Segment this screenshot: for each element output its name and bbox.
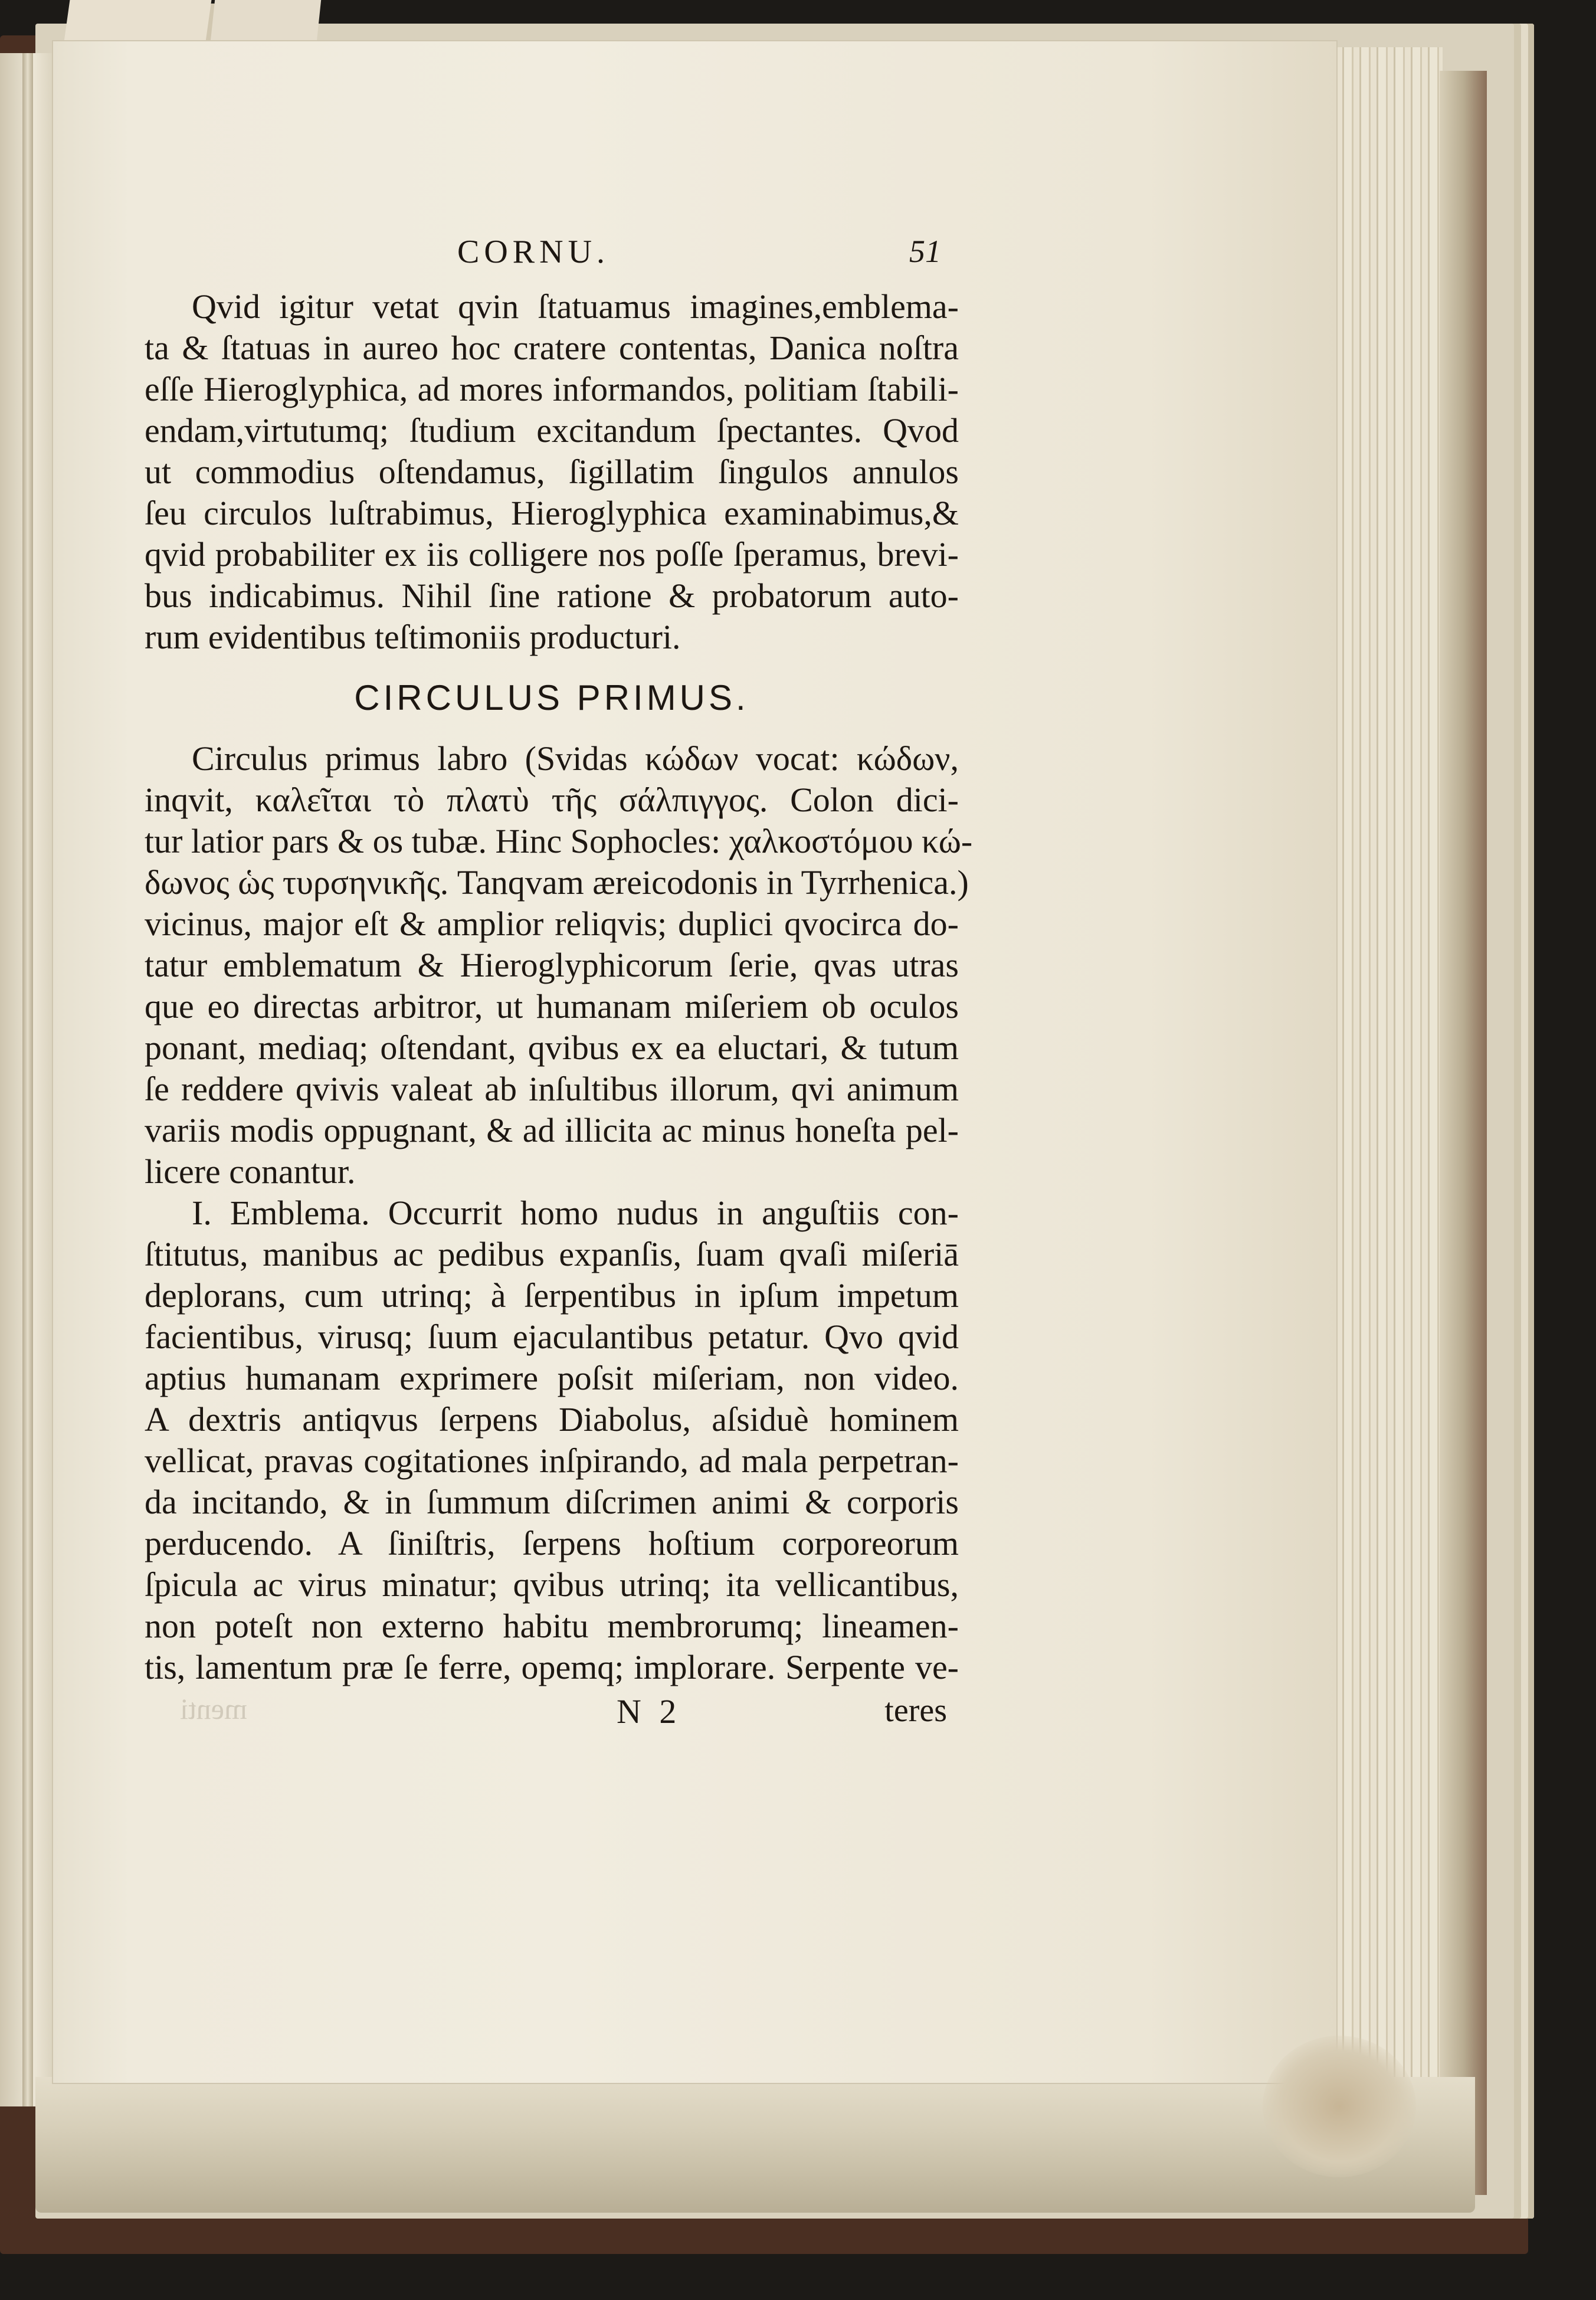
water-stain [1263, 2036, 1416, 2177]
page-fore-edge [1336, 47, 1443, 2112]
paragraph [145, 738, 973, 1192]
paragraph [145, 1192, 959, 1688]
text-line: qvid probabiliter ex iis colligere nos poſſe ſperamus, brevi- [145, 535, 959, 574]
page-number: 51 [909, 234, 941, 269]
text-line: Circulus primus labro (Svidas κώδων vocat: κώδων, [192, 739, 959, 778]
text-line: endam,virtutumq; ſtudium excitandum ſpectantes. Qvod [145, 411, 959, 450]
text-line: inqvit, καλεῖται τὸ πλατὺ τῆς σάλπιγγος. Colon dici- [145, 781, 959, 819]
text-line: facientibus, virusq; ſuum ejaculantibus petatur. Qvo qvid [145, 1318, 959, 1356]
text-line: bus indicabimus. Nihil ſine ratione & probatorum auto- [145, 576, 959, 615]
running-title: CORNU. [457, 234, 610, 270]
text-line: vicinus, major eſt & amplior reliqvis; duplici qvocirca do- [145, 905, 959, 943]
text-line: tatur emblematum & Hieroglyphicorum ſerie, qvas utras [145, 946, 959, 984]
text-line: rum evidentibus teſtimoniis producturi. [145, 618, 681, 656]
binding-edge [1440, 71, 1487, 2195]
page-stack-bottom [35, 2077, 1475, 2213]
section-title: CIRCULUS PRIMUS. [354, 678, 749, 717]
paragraph [145, 286, 959, 658]
catchword: teres [884, 1692, 947, 1729]
text-line: Qvid igitur vetat qvin ſtatuamus imagines,emblema- [192, 287, 959, 326]
running-head [145, 233, 959, 286]
text-line: ſeu circulos luſtrabimus, Hieroglyphica examinabimus,& [145, 494, 959, 532]
text-line: tis, lamentum præ ſe ferre, opemq; implorare. Serpente ve- [145, 1648, 959, 1686]
text-line: A dextris antiqvus ſerpens Diabolus, aſsiduè hominem [145, 1400, 959, 1439]
text-line: que eo directas arbitror, ut humanam miſeriem ob oculos [145, 987, 959, 1026]
text-line: δωνος ὡς τυρσηνικῆς. Tanqvam æreicodonis in Tyrrhenica.) [145, 863, 969, 902]
text-line: variis modis oppugnant, & ad illicita ac minus honeſta pel- [145, 1111, 959, 1149]
text-line: aptius humanam exprimere poſsit miſeriam, non video. [145, 1359, 959, 1397]
bleed-through-text: menti [180, 1692, 247, 1725]
text-line: ſpicula ac virus minatur; qvibus utrinq; ita vellicantibus, [145, 1565, 959, 1604]
text-block [145, 233, 973, 1739]
text-line: eſſe Hieroglyphica, ad mores informandos, politiam ſtabili- [145, 370, 959, 408]
text-line: non poteſt non externo habitu membrorumq; lineamen- [145, 1607, 959, 1645]
text-line: perducendo. A ſiniſtris, ſerpens hoſtium corporeorum [145, 1524, 959, 1562]
text-line: ut commodius oſtendamus, ſigillatim ſingulos annulos [145, 453, 959, 491]
text-line: ta & ſtatuas in aureo hoc cratere contentas, Danica noſtra [145, 329, 959, 367]
torn-paper-strip [210, 0, 321, 47]
book-gutter [22, 53, 33, 2106]
text-line: vellicat, pravas cogitationes inſpirando, ad mala perpetran- [145, 1441, 959, 1480]
text-line: da incitando, & in ſummum diſcrimen animi & corporis [145, 1483, 959, 1521]
page-footer [145, 1692, 959, 1739]
signature-mark: N 2 [617, 1692, 681, 1731]
text-line: tur latior pars & os tubæ. Hinc Sophocles: χαλκοστόμου κώ- [145, 822, 973, 860]
text-line: licere conantur. [145, 1152, 356, 1191]
text-line: ſtitutus, manibus ac pedibus expanſis, ſuam qvaſi miſeriā [145, 1235, 959, 1273]
text-line: ponant, mediaq; oſtendant, qvibus ex ea eluctari, & tutum [145, 1028, 959, 1067]
text-line: I. Emblema. Occurrit homo nudus in anguſtiis con- [192, 1194, 959, 1232]
text-line: ſe reddere qvivis valeat ab inſultibus illorum, qvi animum [145, 1070, 959, 1108]
text-line: deplorans, cum utrinq; à ſerpentibus in ipſum impetum [145, 1276, 959, 1315]
